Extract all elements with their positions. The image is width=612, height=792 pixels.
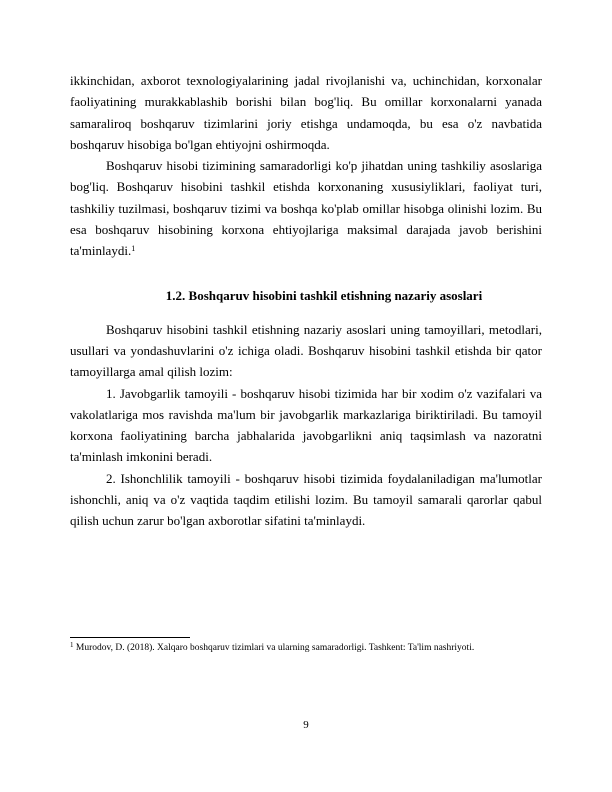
document-body [70, 70, 542, 532]
paragraph-principle-responsibility: 1. Javobgarlik tamoyili - boshqaruv hisobi tizimida har bir xodim o'z vazifalari va vakolatlariga mos ravishda ma'lum bir javobgarlik markazlariga biriktiriladi. Bu tamoyil korxona faoliyatining barcha jabhalarida javobgarlikni aniq taqsimlash va nazoratni ta'minlash imkonini beradi. [70, 385, 542, 465]
paragraph-efficiency-text: Boshqaruv hisobi tizimining samaradorligi ko'p jihatdan uning tashkiliy asoslariga bog'liq. Boshqaruv hisobini tashkil etishda korxonaning xususiyliklari, faoliyat turi, tashkiliy tuzilmasi, boshqaruv tizimi va boshqa ko'plab omillar hisobga olinishi lozim. Bu esa boshqaruv hisobining korxona ehtiyojlariga maksimal darajada javob berishini ta'minlaydi. [70, 158, 542, 259]
paragraph-principle-reliability: 2. Ishonchlilik tamoyili - boshqaruv hisobi tizimida foydalaniladigan ma'lumotlar ishonchli, aniq va o'z vaqtida taqdim etilishi lozim. Bu tamoyil samarali qarorlar qabul qilish uchun zarur bo'lgan axborotlar sifatini ta'minlaydi. [70, 470, 542, 529]
paragraph-continuation: ikkinchidan, axborot texnologiyalarining jadal rivojlanishi va, uchinchidan, korxonalar faoliyatining murakkablashib borishi bilan bog'liq. Bu omillar korxonalarni yanada samaraliroq boshqaruv tizimlarini joriy etishga undamoqda, bu esa o'z navbatida boshqaruv hisobiga bo'lgan ehtiyojni oshirmoqda. [70, 73, 542, 152]
footnote-reference: 1 [131, 244, 136, 254]
footnote-text: Murodov, D. (2018). Xalqaro boshqaruv tizimlari va ularning samaradorligi. Tashkent: Ta'lim nashriyoti. [75, 643, 475, 653]
section-spacer [70, 262, 542, 285]
footnote [70, 640, 542, 657]
footnote-divider [70, 637, 190, 638]
heading-spacer [70, 306, 542, 319]
paragraph-efficiency [70, 155, 542, 261]
page-number: 9 [303, 719, 309, 731]
footnote-number: 1 [70, 641, 74, 649]
section-heading: 1.2. Boshqaruv hisobini tashkil etishning nazariy asoslari [165, 287, 483, 303]
paragraph-principles-intro: Boshqaruv hisobini tashkil etishning nazariy asoslari uning tamoyillari, metodlari, usullari va yondashuvlarini o'z ichiga oladi. Boshqaruv hisobini tashkil etishda bir qator tamoyillarga amal qilish lozim: [70, 321, 542, 380]
